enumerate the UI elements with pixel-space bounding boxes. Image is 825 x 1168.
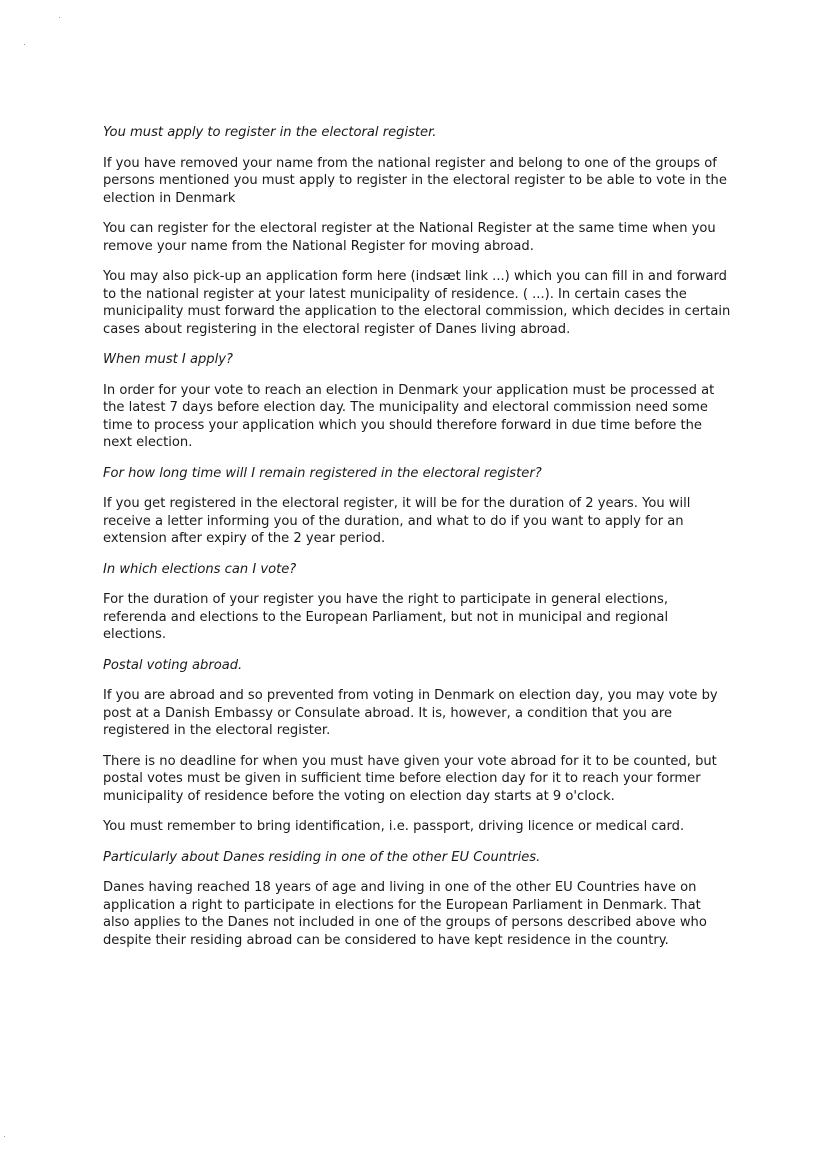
- section-heading: Particularly about Danes residing in one of the other EU Countries.: [103, 849, 541, 865]
- paragraph: In order for your vote to reach an election in Denmark your application must be processed at the latest 7 days before election day. The municipality and electoral commission need some time to process your application which you should therefore forward in due time before the next election.: [103, 382, 715, 450]
- paragraph: If you have removed your name from the national register and belong to one of the groups of persons mentioned you must apply to register in the electoral register to be able to vote in the election in Denmark: [103, 155, 727, 206]
- section-heading: Postal voting abroad.: [103, 657, 243, 673]
- paragraph: If you get registered in the electoral register, it will be for the duration of 2 years. You will receive a letter informing you of the duration, and what to do if you want to apply for an extension after expiry of the 2 year period.: [103, 496, 691, 546]
- paragraph: You may also pick-up an application form here (indsæt link ...) which you can fill in and forward to the national register at your latest municipality of residence. ( ...). In certain cases the municipality must forward the application to the electoral commission, which decides in certain cases about registering in the electoral register of Danes living abroad.: [103, 269, 731, 337]
- paragraph: Danes having reached 18 years of age and living in one of the other EU Countries have on application a right to participate in elections for the European Parliament in Denmark. That also applies to the Danes not included in one of the groups of persons described above who despite their residing abroad can be considered to have kept residence in the country.: [103, 880, 707, 948]
- scan-speck: [24, 44, 25, 45]
- section-heading: For how long time will I remain registered in the electoral register?: [103, 465, 542, 481]
- paragraph: You can register for the electoral register at the National Register at the same time when you remove your name from the National Register for moving abroad.: [103, 221, 716, 254]
- section-heading: In which elections can I vote?: [103, 561, 297, 577]
- paragraph: For the duration of your register you have the right to participate in general elections, referenda and elections to the European Parliament, but not in municipal and regional elections.: [103, 592, 669, 642]
- paragraph: You must remember to bring identification, i.e. passport, driving licence or medical card.: [103, 819, 685, 834]
- scan-speck: [59, 17, 60, 18]
- scan-speck: [4, 1136, 5, 1137]
- paragraph: There is no deadline for when you must have given your vote abroad for it to be counted, but postal votes must be given in sufficient time before election day for it to reach your former municipality of residence before the voting on election day starts at 9 o'clock.: [103, 753, 717, 804]
- paragraph: If you are abroad and so prevented from voting in Denmark on election day, you may vote by post at a Danish Embassy or Consulate abroad. It is, however, a condition that you are registered in the electoral register.: [103, 688, 718, 738]
- section-heading: When must I apply?: [103, 352, 233, 367]
- section-heading: You must apply to register in the electoral register.: [103, 125, 437, 140]
- document-body: [103, 124, 743, 962]
